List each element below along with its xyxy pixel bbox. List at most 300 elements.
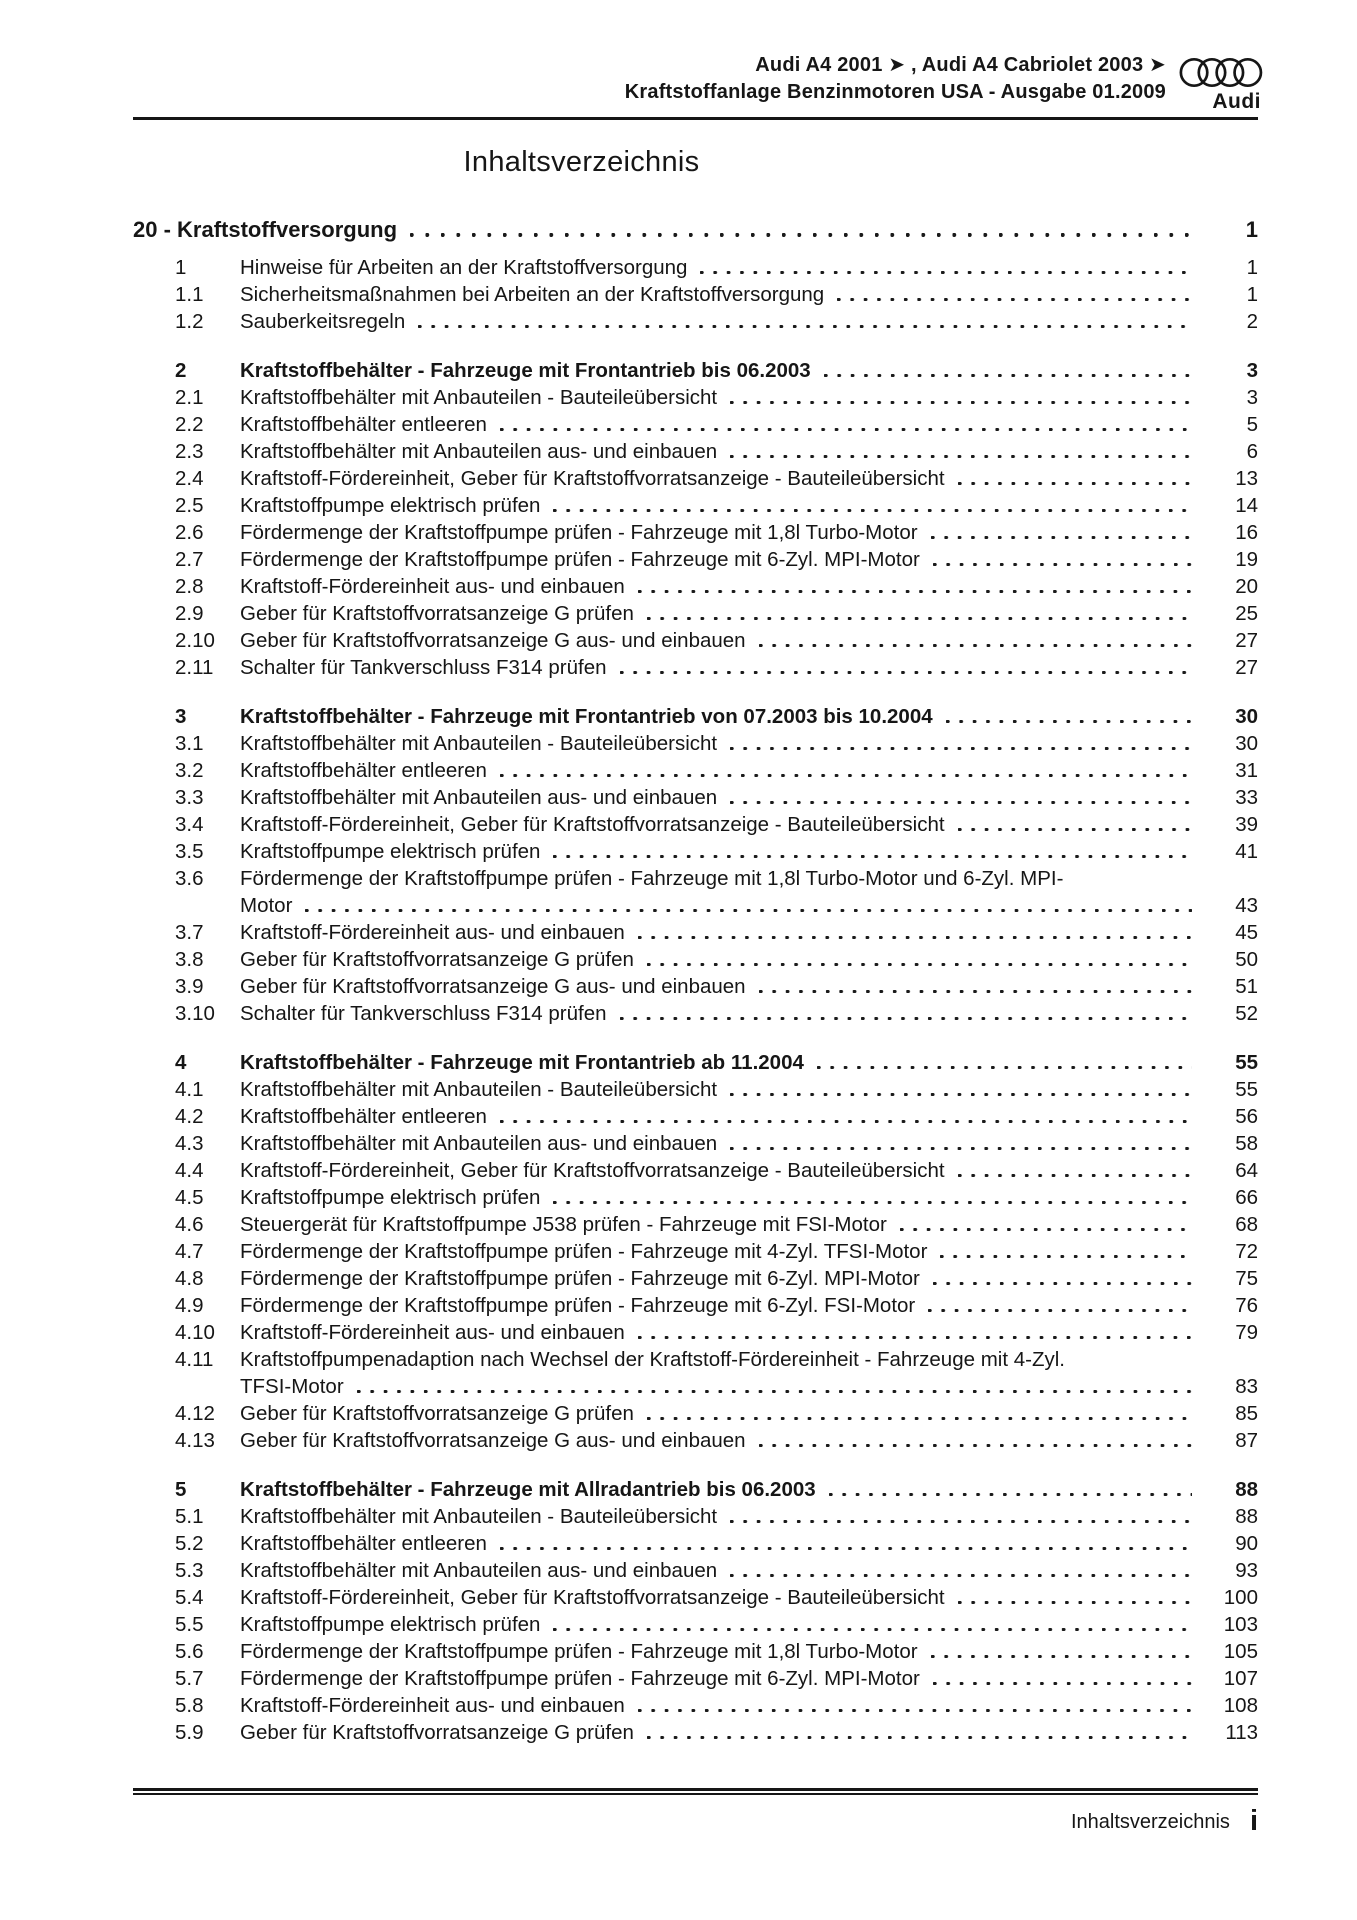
toc-entry-body: [240, 411, 1200, 438]
dot-leader: [620, 1000, 1192, 1027]
toc-entry-title: Kraftstoff-Fördereinheit aus- und einbauen: [240, 921, 625, 944]
toc-row: [133, 1238, 1258, 1265]
toc-entry-title: Kraftstoff-Fördereinheit, Geber für Kraftstoffvorratsanzeige - Bauteileübersicht: [240, 1586, 945, 1609]
toc-entry-page: 103: [1223, 1613, 1258, 1636]
toc-row: [133, 308, 1258, 335]
toc-entry-number: 4.5: [175, 1186, 204, 1209]
toc-row: [133, 600, 1258, 627]
toc-entry-body: [240, 1400, 1200, 1427]
toc-entry-page: 72: [1235, 1240, 1258, 1263]
toc-row: [133, 784, 1258, 811]
footer-section-label: Inhaltsverzeichnis: [1070, 1811, 1230, 1833]
toc-entry-body: [240, 730, 1200, 757]
dot-leader: [647, 1400, 1192, 1427]
toc-entry-number: 3: [175, 705, 187, 728]
dot-leader: [620, 654, 1192, 681]
toc-entry-body: [240, 946, 1200, 973]
toc-entry-page: 68: [1235, 1213, 1258, 1236]
toc-entry-number: 2: [175, 359, 187, 382]
dot-leader: [500, 1103, 1192, 1130]
toc-entry-page: 2: [1246, 310, 1258, 333]
toc-row: [133, 946, 1258, 973]
dot-leader: [958, 1584, 1192, 1611]
toc-entry-number: 4.11: [175, 1348, 214, 1371]
toc-entry-number: 4.9: [175, 1294, 204, 1317]
toc-entry-title: Steuergerät für Kraftstoffpumpe J538 prüfen - Fahrzeuge mit FSI-Motor: [240, 1213, 887, 1236]
toc-entry-number: 4.7: [175, 1240, 204, 1263]
dot-leader: [928, 1292, 1192, 1319]
toc-entry-page: 100: [1223, 1586, 1258, 1609]
dot-leader: [553, 838, 1192, 865]
toc-entry-title: Kraftstoffbehälter mit Anbauteilen - Bauteileübersicht: [240, 1505, 718, 1528]
toc-row: [133, 519, 1258, 546]
dot-leader: [500, 757, 1192, 784]
toc-entry-number: 2.1: [175, 386, 204, 409]
toc-entry-number: 5.3: [175, 1559, 204, 1582]
toc-row: [133, 1319, 1258, 1346]
dot-leader: [931, 1638, 1192, 1665]
toc-entry-number: 3.1: [175, 732, 204, 755]
toc-entry-page: 31: [1235, 759, 1258, 782]
toc-entry-number: 4.4: [175, 1159, 204, 1182]
toc-entry-page: 55: [1235, 1078, 1258, 1101]
toc-row: [133, 1692, 1258, 1719]
toc-entry-number: 4.12: [175, 1402, 215, 1425]
toc-entry-title: Kraftstoffbehälter - Fahrzeuge mit Frontantrieb ab 11.2004: [240, 1051, 804, 1074]
dot-leader: [958, 811, 1192, 838]
toc-entry-title: Geber für Kraftstoffvorratsanzeige G aus- und einbauen: [240, 1429, 746, 1452]
toc-entry-title: Fördermenge der Kraftstoffpumpe prüfen - Fahrzeuge mit 1,8l Turbo-Motor: [240, 1640, 918, 1663]
toc-row: [133, 1530, 1258, 1557]
toc-entry-page: 93: [1235, 1559, 1258, 1582]
toc-entry-title: Kraftstoff-Fördereinheit, Geber für Kraftstoffvorratsanzeige - Bauteileübersicht: [240, 813, 945, 836]
toc-row: [133, 1157, 1258, 1184]
toc-row: [133, 811, 1258, 838]
toc-entry-page: 33: [1235, 786, 1258, 809]
toc-entry-page: 88: [1235, 1505, 1258, 1528]
toc-row: [133, 1292, 1258, 1319]
dot-leader: [817, 1049, 1192, 1076]
toc-entry-page: 66: [1235, 1186, 1258, 1209]
toc-row: [133, 1400, 1258, 1427]
toc-entry-number: 3.5: [175, 840, 204, 863]
toc-entry-title: Kraftstoffpumpe elektrisch prüfen: [240, 1613, 541, 1636]
header-text-block: [133, 52, 1258, 106]
toc-entry-number: 2.6: [175, 521, 204, 544]
toc-entry-number: 3.4: [175, 813, 204, 836]
footer-divider: [133, 1788, 1258, 1795]
toc-entry-page: 6: [1246, 440, 1258, 463]
toc-row: [133, 1103, 1258, 1130]
dot-leader: [730, 438, 1192, 465]
toc-entry-number: 1.2: [175, 310, 204, 333]
toc-entry-body: [240, 1049, 1200, 1076]
toc-entry-number: 3.8: [175, 948, 204, 971]
toc-entry-number: 5.9: [175, 1721, 204, 1744]
toc-row: [133, 757, 1258, 784]
header-document-line: Kraftstoffanlage Benzinmotoren USA - Ausgabe 01.2009: [624, 81, 1166, 103]
dot-leader: [940, 1238, 1192, 1265]
toc-entries: [133, 254, 1258, 1746]
toc-entry-body: [240, 1638, 1200, 1665]
dot-leader: [730, 1130, 1192, 1157]
toc-entry-title: Kraftstoffbehälter - Fahrzeuge mit Frontantrieb bis 06.2003: [240, 359, 811, 382]
toc-entry-title: Kraftstoffbehälter mit Anbauteilen aus- und einbauen: [240, 786, 718, 809]
dot-leader: [759, 973, 1192, 1000]
dot-leader: [933, 546, 1192, 573]
toc-row: [133, 865, 1258, 919]
toc-entry-body: [240, 1265, 1200, 1292]
toc-entry-body: [240, 1000, 1200, 1027]
toc-entry-page: 16: [1235, 521, 1258, 544]
toc-entry-title: Geber für Kraftstoffvorratsanzeige G prüfen: [240, 948, 634, 971]
toc-entry-title: TFSI-Motor: [240, 1375, 344, 1398]
dot-leader: [500, 411, 1192, 438]
toc-entry-page: 105: [1223, 1640, 1258, 1663]
toc-entry-body: [240, 1611, 1200, 1638]
toc-entry-number: 1: [175, 256, 187, 279]
toc-entry-body: [240, 1238, 1200, 1265]
toc-row: [133, 838, 1258, 865]
toc-entry-page: 58: [1235, 1132, 1258, 1155]
dot-leader: [553, 1184, 1192, 1211]
toc-entry-number: 2.8: [175, 575, 204, 598]
toc-entry-body: [240, 1319, 1200, 1346]
toc-entry-page: 108: [1223, 1694, 1258, 1717]
toc-entry-body: [240, 811, 1200, 838]
toc-entry-page: 3: [1246, 359, 1258, 382]
toc-entry-body: [240, 654, 1200, 681]
dot-leader: [418, 308, 1192, 335]
toc-entry-title: Fördermenge der Kraftstoffpumpe prüfen - Fahrzeuge mit 1,8l Turbo-Motor: [240, 521, 918, 544]
dot-leader: [553, 492, 1192, 519]
toc-row: [133, 465, 1258, 492]
toc-entry-number: 2.9: [175, 602, 204, 625]
toc-entry-title: Kraftstoffpumpe elektrisch prüfen: [240, 494, 541, 517]
toc-entry-number: 1.1: [175, 283, 204, 306]
toc-entry-body: [240, 838, 1200, 865]
toc-list: [133, 215, 1258, 1746]
toc-entry-page: 14: [1235, 494, 1258, 517]
toc-entry-body: [240, 865, 1200, 919]
toc-entry-body: [240, 384, 1200, 411]
toc-entry-body: [240, 1665, 1200, 1692]
toc-entry-page: 107: [1223, 1667, 1258, 1690]
dot-leader: [900, 1211, 1192, 1238]
toc-entry-body: [240, 1503, 1200, 1530]
toc-row: [133, 1076, 1258, 1103]
toc-entry-title: Kraftstoffbehälter entleeren: [240, 759, 487, 782]
toc-entry-body: [240, 919, 1200, 946]
toc-entry-number: 4: [175, 1051, 187, 1074]
dot-leader: [638, 1692, 1192, 1719]
dot-leader: [837, 281, 1192, 308]
audi-logo: [1175, 56, 1263, 114]
toc-entry-title: Kraftstoff-Fördereinheit aus- und einbauen: [240, 1321, 625, 1344]
toc-chapter-page: 1: [1245, 217, 1258, 242]
toc-entry-number: 5.8: [175, 1694, 204, 1717]
toc-row: [133, 1130, 1258, 1157]
toc-entry-number: 3.2: [175, 759, 204, 782]
toc-row: [133, 1638, 1258, 1665]
toc-entry-title: Kraftstoffbehälter - Fahrzeuge mit Frontantrieb von 07.2003 bis 10.2004: [240, 705, 933, 728]
toc-entry-number: 5.6: [175, 1640, 204, 1663]
toc-entry-body: [240, 1103, 1200, 1130]
toc-entry-number: 3.6: [175, 867, 204, 890]
toc-entry-number: 5.4: [175, 1586, 204, 1609]
toc-entry-title: Hinweise für Arbeiten an der Kraftstoffversorgung: [240, 256, 688, 279]
toc-entry-title: Sicherheitsmaßnahmen bei Arbeiten an der Kraftstoffversorgung: [240, 283, 825, 306]
toc-entry-number: 5.5: [175, 1613, 204, 1636]
toc-entry-page: 64: [1235, 1159, 1258, 1182]
page-header: [133, 0, 1261, 120]
toc-entry-number: 5.2: [175, 1532, 204, 1555]
toc-entry-title: Kraftstoffbehälter mit Anbauteilen - Bauteileübersicht: [240, 1078, 718, 1101]
toc-entry-page: 13: [1235, 467, 1258, 490]
dot-leader: [946, 703, 1192, 730]
toc-entry-number: 2.11: [175, 656, 214, 679]
toc-entry-number: 4.6: [175, 1213, 204, 1236]
toc-entry-body: [240, 465, 1200, 492]
toc-entry-title: Kraftstoffbehälter mit Anbauteilen aus- und einbauen: [240, 1559, 718, 1582]
toc-row: [133, 1184, 1258, 1211]
toc-entry-page: 30: [1235, 732, 1258, 755]
toc-entry-page: 87: [1235, 1429, 1258, 1452]
toc-entry-number: 4.10: [175, 1321, 215, 1344]
toc-entry-body: [240, 1130, 1200, 1157]
toc-entry-title: Kraftstoffbehälter entleeren: [240, 1532, 487, 1555]
toc-entry-title: Geber für Kraftstoffvorratsanzeige G prüfen: [240, 1402, 634, 1425]
toc-entry-body: [240, 1530, 1200, 1557]
dot-leader: [730, 730, 1192, 757]
toc-entry-number: 3.7: [175, 921, 204, 944]
toc-entry-page: 20: [1235, 575, 1258, 598]
toc-row: [133, 919, 1258, 946]
dot-leader: [759, 627, 1192, 654]
toc-entry-title: Fördermenge der Kraftstoffpumpe prüfen - Fahrzeuge mit 6-Zyl. MPI-Motor: [240, 1267, 920, 1290]
toc-entry-page: 1: [1246, 256, 1258, 279]
toc-entry-body: [240, 492, 1200, 519]
toc-entry-body: [240, 627, 1200, 654]
toc-entry-body: [240, 357, 1200, 384]
footer-text-block: [133, 1805, 1258, 1838]
toc-entry-body: [240, 1157, 1200, 1184]
dot-leader: [730, 384, 1192, 411]
dot-leader: [647, 600, 1192, 627]
toc-entry-page: 90: [1235, 1532, 1258, 1555]
toc-entry-number: 3.3: [175, 786, 204, 809]
toc-row: [133, 1346, 1258, 1400]
audi-wordmark: Audi: [1212, 90, 1261, 113]
toc-row: [133, 1665, 1258, 1692]
toc-entry-number: 2.4: [175, 467, 204, 490]
dot-leader: [931, 519, 1192, 546]
toc-entry-page: 43: [1235, 894, 1258, 917]
toc-entry-title: Kraftstoff-Fördereinheit, Geber für Kraftstoffvorratsanzeige - Bauteileübersicht: [240, 1159, 945, 1182]
toc-row: [133, 627, 1258, 654]
toc-entry-title: Fördermenge der Kraftstoffpumpe prüfen - Fahrzeuge mit 4-Zyl. TFSI-Motor: [240, 1240, 928, 1263]
toc-entry-number: 4.13: [175, 1429, 215, 1452]
toc-entry-number: 2.10: [175, 629, 215, 652]
toc-entry-title: Geber für Kraftstoffvorratsanzeige G aus- und einbauen: [240, 975, 746, 998]
dot-leader: [700, 254, 1192, 281]
audi-rings-icon: [1179, 56, 1263, 89]
toc-entry-page: 113: [1225, 1721, 1258, 1744]
toc-row: [133, 1503, 1258, 1530]
toc-entry-page: 83: [1235, 1375, 1258, 1398]
toc-entry-number: 4.8: [175, 1267, 204, 1290]
toc-entry-title: Geber für Kraftstoffvorratsanzeige G prüfen: [240, 1721, 634, 1744]
toc-entry-number: 4.1: [175, 1078, 204, 1101]
toc-row: [133, 1049, 1258, 1076]
toc-entry-body: [240, 1557, 1200, 1584]
toc-entry-number: 2.3: [175, 440, 204, 463]
toc-row: [133, 492, 1258, 519]
toc-chapter-row: [133, 215, 1258, 244]
toc-entry-number: 2.2: [175, 413, 204, 436]
toc-row: [133, 254, 1258, 281]
toc-entry-title: Schalter für Tankverschluss F314 prüfen: [240, 1002, 607, 1025]
toc-entry-title: Kraftstoff-Fördereinheit, Geber für Kraftstoffvorratsanzeige - Bauteileübersicht: [240, 467, 945, 490]
toc-entry-title: Geber für Kraftstoffvorratsanzeige G aus- und einbauen: [240, 629, 746, 652]
toc-row: [133, 1427, 1258, 1454]
toc-entry-body: [240, 573, 1200, 600]
toc-entry-page: 45: [1235, 921, 1258, 944]
toc-entry-body: [240, 784, 1200, 811]
toc-row: [133, 1476, 1258, 1503]
toc-entry-number: 4.3: [175, 1132, 204, 1155]
toc-entry-page: 30: [1235, 705, 1258, 728]
toc-entry-page: 50: [1235, 948, 1258, 971]
toc-entry-title: Kraftstoffbehälter mit Anbauteilen aus- und einbauen: [240, 440, 718, 463]
toc-entry-title: Geber für Kraftstoffvorratsanzeige G prüfen: [240, 602, 634, 625]
toc-entry-title: Kraftstoffbehälter mit Anbauteilen - Bauteileübersicht: [240, 732, 718, 755]
toc-entry-number: 3.10: [175, 1002, 215, 1025]
toc-entry-page: 3: [1246, 386, 1258, 409]
toc-entry-page: 85: [1235, 1402, 1258, 1425]
dot-leader: [305, 892, 1192, 919]
toc-entry-title: Kraftstoffbehälter - Fahrzeuge mit Allradantrieb bis 06.2003: [240, 1478, 816, 1501]
toc-entry-title-line1: Fördermenge der Kraftstoffpumpe prüfen - Fahrzeuge mit 1,8l Turbo-Motor und 6-Zyl. MPI-: [240, 867, 1064, 890]
toc-row: [133, 546, 1258, 573]
toc-entry-title: Kraftstoffbehälter mit Anbauteilen - Bauteileübersicht: [240, 386, 718, 409]
dot-leader: [638, 919, 1192, 946]
dot-leader: [647, 1719, 1192, 1746]
toc-entry-page: 88: [1235, 1478, 1258, 1501]
toc-row: [133, 973, 1258, 1000]
toc-entry-page: 56: [1235, 1105, 1258, 1128]
toc-entry-title: Schalter für Tankverschluss F314 prüfen: [240, 656, 607, 679]
toc-entry-page: 55: [1235, 1051, 1258, 1074]
toc-row: [133, 1265, 1258, 1292]
toc-entry-number: 5.1: [175, 1505, 204, 1528]
toc-entry-body: [240, 438, 1200, 465]
toc-entry-body: [240, 1719, 1200, 1746]
toc-entry-title: Kraftstoffbehälter mit Anbauteilen aus- und einbauen: [240, 1132, 718, 1155]
toc-entry-title-line1: Kraftstoffpumpenadaption nach Wechsel der Kraftstoff-Fördereinheit - Fahrzeuge mit 4-Zyl.: [240, 1348, 1065, 1371]
dot-leader: [553, 1611, 1192, 1638]
dot-leader: [958, 1157, 1192, 1184]
toc-entry-page: 51: [1235, 975, 1258, 998]
toc-entry-title: Kraftstoffpumpe elektrisch prüfen: [240, 840, 541, 863]
toc-entry-title: Fördermenge der Kraftstoffpumpe prüfen - Fahrzeuge mit 6-Zyl. FSI-Motor: [240, 1294, 916, 1317]
toc-entry-body: [240, 757, 1200, 784]
toc-row: [133, 1611, 1258, 1638]
footer-page-number: i: [1249, 1805, 1258, 1837]
toc-entry-body: [240, 1692, 1200, 1719]
dot-leader: [759, 1427, 1192, 1454]
toc-entry-title: Fördermenge der Kraftstoffpumpe prüfen - Fahrzeuge mit 6-Zyl. MPI-Motor: [240, 548, 920, 571]
toc-row: [133, 730, 1258, 757]
toc-entry-body: [240, 600, 1200, 627]
toc-entry-number: 4.2: [175, 1105, 204, 1128]
toc-entry-title: Fördermenge der Kraftstoffpumpe prüfen - Fahrzeuge mit 6-Zyl. MPI-Motor: [240, 1667, 920, 1690]
page-title: Inhaltsverzeichnis: [463, 146, 700, 178]
dot-leader: [824, 357, 1192, 384]
toc-entry-title: Sauberkeitsregeln: [240, 310, 406, 333]
toc-entry-body: [240, 281, 1200, 308]
toc-entry-page: 27: [1235, 656, 1258, 679]
toc-entry-page: 75: [1235, 1267, 1258, 1290]
dot-leader: [638, 573, 1192, 600]
toc-entry-body: [240, 254, 1200, 281]
toc-row: [133, 1557, 1258, 1584]
toc-entry-body: [240, 1584, 1200, 1611]
dot-leader: [410, 215, 1192, 244]
toc-entry-body: [240, 308, 1200, 335]
toc-chapter-label: 20 - Kraftstoffversorgung: [133, 217, 398, 242]
dot-leader: [933, 1665, 1192, 1692]
header-model-line: Audi A4 2001 ➤ , Audi A4 Cabriolet 2003 ➤: [755, 54, 1166, 76]
toc-row: [133, 411, 1258, 438]
toc-entry-page: 79: [1235, 1321, 1258, 1344]
toc-row: [133, 1719, 1258, 1746]
dot-leader: [829, 1476, 1192, 1503]
page-footer: [133, 1788, 1258, 1838]
dot-leader: [730, 1076, 1192, 1103]
dot-leader: [500, 1530, 1192, 1557]
toc-entry-number: 5.7: [175, 1667, 204, 1690]
dot-leader: [647, 946, 1192, 973]
toc-row: [133, 573, 1258, 600]
toc-entry-page: 5: [1246, 413, 1258, 436]
toc-entry-page: 25: [1235, 602, 1258, 625]
toc-row: [133, 1000, 1258, 1027]
toc-entry-page: 27: [1235, 629, 1258, 652]
toc-row: [133, 438, 1258, 465]
toc-row: [133, 384, 1258, 411]
dot-leader: [357, 1373, 1192, 1400]
toc-row: [133, 654, 1258, 681]
toc-entry-title: Kraftstoffbehälter entleeren: [240, 1105, 487, 1128]
toc-row: [133, 1584, 1258, 1611]
toc-entry-body: [240, 973, 1200, 1000]
toc-entry-number: 2.7: [175, 548, 204, 571]
toc-entry-body: [240, 1076, 1200, 1103]
toc-entry-title: Kraftstoffpumpe elektrisch prüfen: [240, 1186, 541, 1209]
toc-entry-body: [240, 1184, 1200, 1211]
toc-entry-body: [240, 703, 1200, 730]
toc-entry-title: Motor: [240, 894, 293, 917]
toc-entry-number: 5: [175, 1478, 187, 1501]
toc-entry-number: 3.9: [175, 975, 204, 998]
toc-entry-title: Kraftstoff-Fördereinheit aus- und einbauen: [240, 575, 625, 598]
dot-leader: [958, 465, 1192, 492]
toc-entry-body: [240, 519, 1200, 546]
dot-leader: [933, 1265, 1192, 1292]
toc-entry-page: 19: [1235, 548, 1258, 571]
toc-entry-body: [240, 1427, 1200, 1454]
